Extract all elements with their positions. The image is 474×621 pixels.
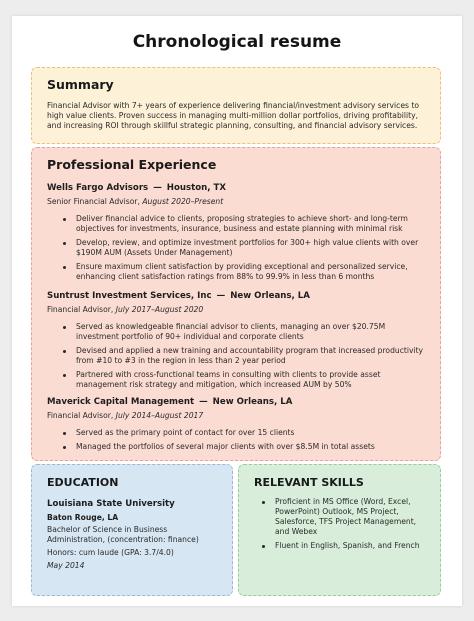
education-location: Baton Rouge, LA [47,513,119,522]
job-dates: August 2020–Present [142,197,224,206]
job-separator: — [216,291,226,301]
list-item: Served as knowledgeable financial advisor to clients, managing an over $20.75M investment portfolio of 90+ individual and corporate clients [62,322,430,342]
list-item: Managed the portfolios of several major clients with over $8.5M in total assets [62,442,430,452]
job-dates: July 2017–August 2020 [115,305,204,314]
skills-heading: RELEVANT SKILLS [254,476,364,489]
job-title-line [47,183,226,193]
job-separator: — [153,183,162,193]
job-location: New Orleans, LA [230,291,310,301]
job-company: Maverick Capital Management [47,397,195,407]
job-role-line [47,305,203,314]
education-heading: EDUCATION [47,476,119,489]
resume-page [12,16,462,606]
education-degree: Bachelor of Science in Business Administration, (concentration: finance) [47,525,199,544]
list-item: Served as the primary point of contact for over 15 clients [62,428,430,438]
job-company: Suntrust Investment Services, Inc [47,291,212,301]
list-item: Proficient in MS Office (Word, Excel, PowerPoint) Outlook, MS Project, Salesforce, TFS Project Management, and Webex [261,497,429,537]
experience-section [31,147,441,461]
skills-section [238,464,441,596]
summary-text: Financial Advisor with 7+ years of experience delivering financial/investment advisory services to high value clients. Proven success in managing multi-million dollar portfolios, driving profitability, and increasing ROI through skillful strategic planning, consulting, and financial advisory services. [47,101,419,130]
job-location: New Orleans, LA [212,397,293,407]
list-item: Fluent in English, Spanish, and French [261,541,429,551]
experience-heading: Professional Experience [47,157,217,172]
list-item: Ensure maximum client satisfaction by providing exceptional and personalized service, enhancing client satisfaction ratings from 88% to 99.9% in less than 6 months [62,262,430,282]
job-bullets [62,322,430,394]
list-item: Devised and applied a new training and accountability program that increased productivity from #10 to #3 in the region in less than 2 year period [62,346,430,366]
summary-heading: Summary [47,77,114,92]
job-company: Wells Fargo Advisors [47,183,149,193]
job-title-line [47,291,310,301]
education-school: Louisiana State University [47,499,175,509]
job-separator: — [199,397,208,407]
list-item: Develop, review, and optimize investment portfolios for 300+ high value clients with over $190M AUM (Assets Under Management) [62,238,430,258]
job-location: Houston, TX [166,183,226,193]
skills-list [261,497,429,555]
list-item: Partnered with cross-functional teams in consulting with clients to provide asset management risk strategy and mitigation, which increased AUM by 50% [62,370,430,390]
job-role: Senior Financial Advisor, [47,197,140,206]
job-role: Financial Advisor, [47,305,114,314]
job-bullets [62,428,430,456]
job-title-line [47,397,292,407]
page-title: Chronological resume [132,32,342,52]
list-item: Deliver financial advice to clients, proposing strategies to achieve short- and long-term objectives for investments, insurance, business and estate planning with minimal risk [62,214,430,234]
job-role-line [47,197,223,206]
job-bullets [62,214,430,286]
education-section [31,464,233,596]
education-honors: Honors: cum laude (GPA: 3.7/4.0) [47,548,174,557]
education-date: May 2014 [47,561,85,570]
job-dates: July 2014–August 2017 [115,411,204,420]
job-role: Financial Advisor, [47,411,114,420]
job-role-line [47,411,203,420]
summary-section [31,67,441,144]
